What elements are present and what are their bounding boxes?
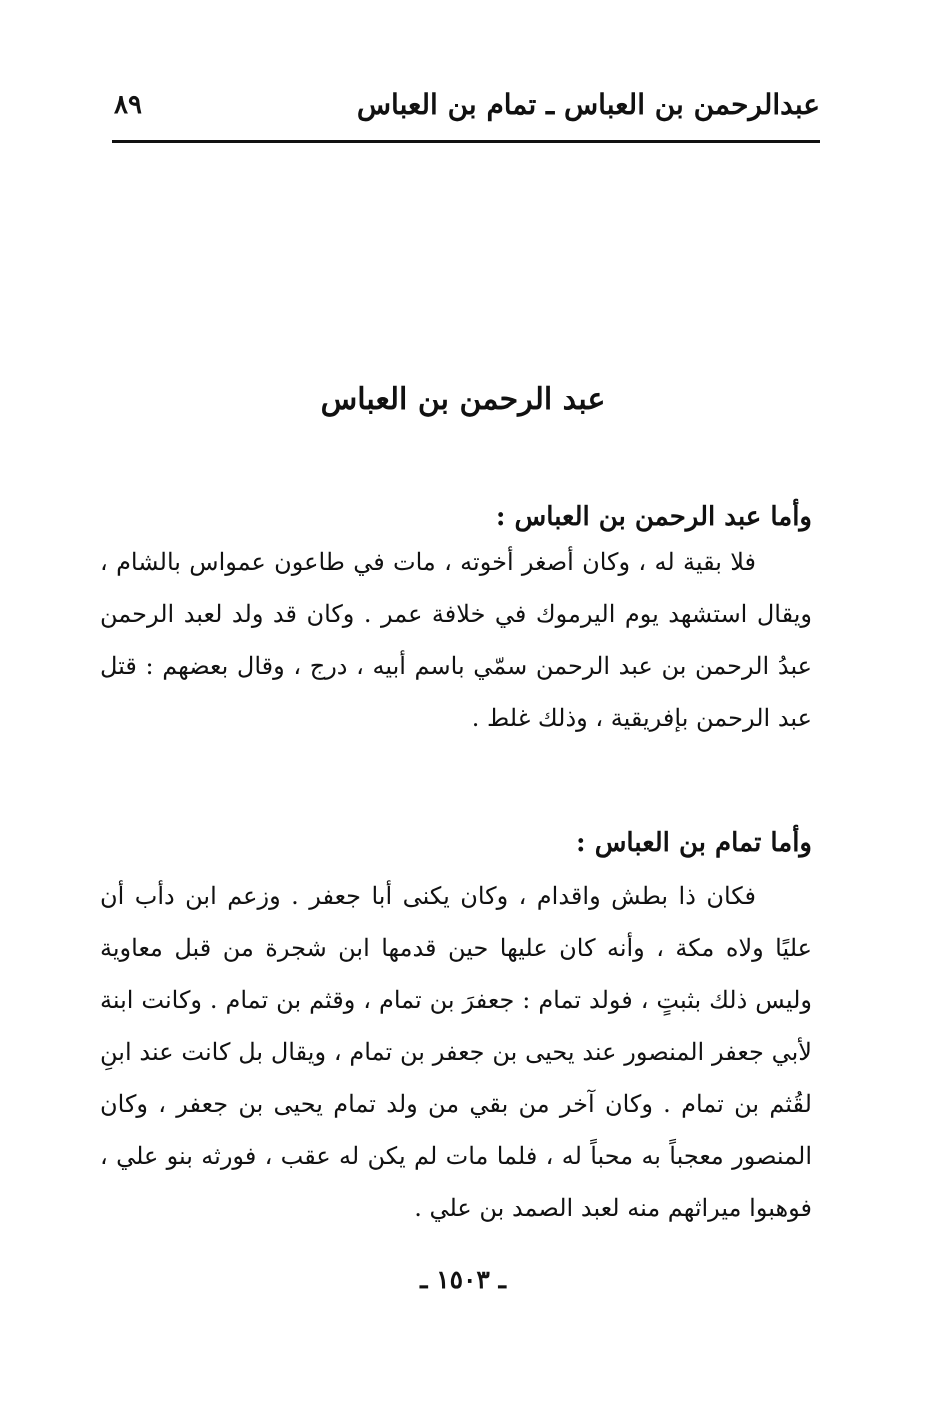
folio-number: ـ ١٥٠٣ ـ	[420, 1265, 506, 1294]
section-tammam	[100, 828, 812, 1234]
page-header	[112, 82, 820, 146]
section-subhead: وأما عبد الرحمن بن العباس :	[495, 502, 812, 532]
section-paragraph: فكان ذا بطش واقدام ، وكان يكنى أبا جعفر . وزعم ابن دأب أن عليًا ولاه مكة ، وأنه كان عليها حين قدمها ابن شجرة من قبل معاوية وليس ذلك بثبتٍ ، فولد تمام : جعفرَ بن تمام ، وقثم بن تمام . وكانت ابنة لأبي جعفر المنصور عند يحيى بن جعفر بن تمام ، ويقال بل كانت عند ابنِ لقُثم بن تمام . وكان آخر من بقي من ولد تمام يحيى بن جعفر ، وكان المنصور معجباً به محباً له ، فلما مات لم يكن له عقب ، فورثه بنو علي ، فوهبوا ميراثهم منه لعبد الصمد بن علي .	[100, 882, 812, 1222]
section-abdulrahman	[100, 502, 812, 744]
section-paragraph: فلا بقية له ، وكان أصغر أخوته ، مات في طاعون عمواس بالشام ، ويقال استشهد يوم اليرموك في خلافة عمر . وكان قد ولد لعبد الرحمن عبدُ الرحمن بن عبد الرحمن سمّي باسم أبيه ، درج ، وقال بعضهم : قتل عبد الرحمن بإفريقية ، وذلك غلط .	[100, 548, 812, 732]
page-number: ٨٩	[114, 90, 142, 120]
section-title: عبد الرحمن بن العباس	[320, 382, 606, 417]
running-title: عبدالرحمن بن العباس ـ تمام بن العباس	[356, 88, 820, 121]
header-rule	[112, 140, 820, 143]
section-subhead: وأما تمام بن العباس :	[576, 828, 812, 858]
